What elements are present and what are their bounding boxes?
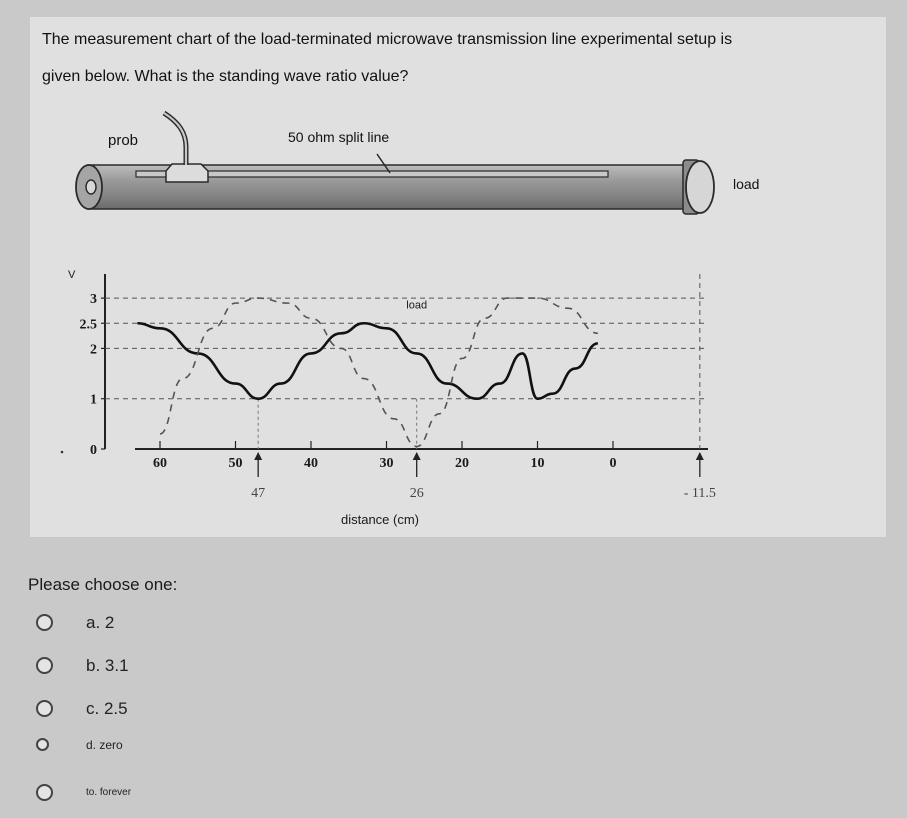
series-reference-dashed xyxy=(160,298,598,446)
load-label: load xyxy=(733,176,760,192)
option-e-radio[interactable] xyxy=(36,784,53,801)
marker-arrow-head-2 xyxy=(696,452,704,460)
y-axis-label: V xyxy=(68,269,76,281)
x-tick-label-20: 20 xyxy=(455,456,469,471)
series-measured-solid xyxy=(137,323,598,398)
x-tick-label-60: 60 xyxy=(153,456,167,471)
question-text-line-2: given below. What is the standing wave ratio value? xyxy=(42,68,409,85)
standing-wave-chart xyxy=(61,269,716,527)
option-e-label: to. forever xyxy=(86,787,132,798)
marker-label-2: - 11.5 xyxy=(683,486,716,501)
x-tick-label-40: 40 xyxy=(304,456,318,471)
x-tick-label-10: 10 xyxy=(530,456,545,471)
option-c-label: c. 2.5 xyxy=(86,698,128,718)
option-a-label: a. 2 xyxy=(86,612,115,632)
option-d[interactable] xyxy=(36,737,123,752)
probe-carriage xyxy=(166,164,208,182)
option-e[interactable] xyxy=(36,784,132,801)
option-d-label: d. zero xyxy=(86,737,123,752)
option-b[interactable] xyxy=(36,655,129,675)
option-b-label: b. 3.1 xyxy=(86,655,129,675)
option-b-radio[interactable] xyxy=(36,657,53,674)
option-a-radio[interactable] xyxy=(36,614,53,631)
y-tick-label-2: 2 xyxy=(90,342,97,358)
annotation-0: load xyxy=(406,299,428,312)
marker-label-1: 26 xyxy=(409,486,424,501)
x-tick-label-30: 30 xyxy=(379,456,394,471)
option-c[interactable] xyxy=(36,698,128,718)
y-tick-label-1: 1 xyxy=(90,392,97,408)
choose-prompt: Please choose one: xyxy=(28,575,178,594)
marker-arrow-head-1 xyxy=(413,452,421,460)
y-tick-label-0: 0 xyxy=(90,443,97,458)
option-d-radio[interactable] xyxy=(36,738,49,751)
split-line-label: 50 ohm split line xyxy=(288,129,390,145)
x-tick-label-0: 0 xyxy=(609,456,617,471)
option-a[interactable] xyxy=(36,612,115,632)
tube-left-port xyxy=(86,180,96,194)
x-axis-label: distance (cm) xyxy=(340,512,420,527)
y-tick-label-3: 3 xyxy=(90,292,97,308)
probe-label: prob xyxy=(108,132,139,149)
question-text-line-1: The measurement chart of the load-terminated microwave transmission line experimental setup is xyxy=(42,31,733,48)
marker-label-0: 47 xyxy=(251,486,266,501)
option-c-radio[interactable] xyxy=(36,700,53,717)
y-tick-label-2.5: 2.5 xyxy=(79,317,97,333)
transmission-line-diagram xyxy=(76,113,759,214)
x-tick-label-50: 50 xyxy=(228,456,243,471)
load-cap xyxy=(686,161,714,213)
marker-arrow-head-0 xyxy=(254,452,262,460)
origin-dot xyxy=(61,451,64,454)
